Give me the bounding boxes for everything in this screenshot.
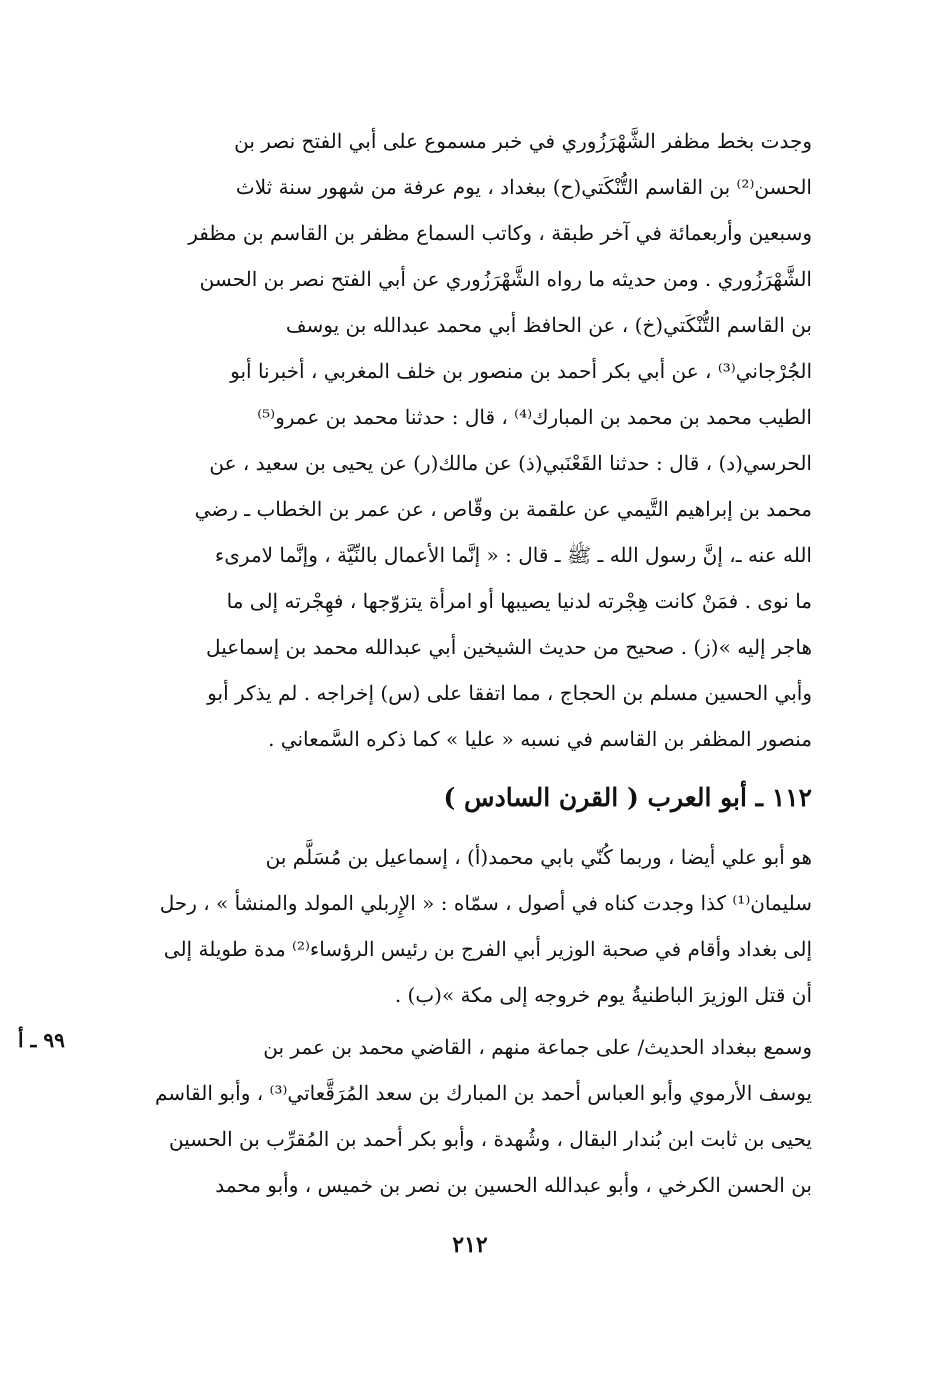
- text-line: الجُرْجاني⁽³⁾ ، عن أبي بكر أحمد بن منصور بن خلف المغربي ، أخبرنا أبو: [230, 359, 812, 383]
- text-line: ما نوى . فمَنْ كانت هِجْرته لدنيا يصيبها أو امرأة يتزوّجها ، فهِجْرته إلى ما: [226, 589, 812, 613]
- text-line: بن القاسم التُّنْكَتي(خ) ، عن الحافظ أبي محمد عبدالله بن يوسف: [285, 313, 812, 337]
- text-line: وسمع ببغداد الحديث/ على جماعة منهم ، القاضي محمد بن عمر بن: [263, 1035, 812, 1059]
- text-line: هو أبو علي أيضا ، وربما كُنّي بابي محمد(أ) ، إسماعيل بن مُسَلَّم بن: [265, 845, 812, 869]
- page-number: ٢١٢: [452, 1232, 488, 1258]
- text-line: الحسن⁽²⁾ بن القاسم التُّنْكَتي(ح) ببغداد ، يوم عرفة من شهور سنة ثلاث: [235, 175, 812, 199]
- text-line: الشَّهْرَزُوري . ومن حديثه ما رواه الشَّهْرَزُوري عن أبي الفتح نصر بن الحسن: [199, 267, 812, 291]
- paragraph-entry-continuation: [120, 118, 812, 762]
- text-line: يوسف الأرموي وأبو العباس أحمد بن المبارك بن سعد المُرَقَّعاتي⁽³⁾ ، وأبو القاسم: [154, 1081, 812, 1105]
- text-line: الله عنه ـ، إنَّ رسول الله ـ ﷺ ـ قال : « إنَّما الأعمال بالنِّيَّة ، وإنَّما لامرىء: [214, 543, 812, 567]
- text-line: منصور المظفر بن القاسم في نسبه « عليا » كما ذكره السَّمعاني .: [268, 727, 812, 751]
- text-line: الطيب محمد بن محمد بن المبارك⁽⁴⁾ ، قال : حدثنا محمد بن عمرو⁽⁵⁾: [257, 405, 812, 429]
- text-line: وأبي الحسين مسلم بن الحجاج ، مما اتفقا على (س) إخراجه . لم يذكر أبو: [207, 681, 812, 705]
- manuscript-folio-note: ٩٩ ـ أ: [18, 1028, 65, 1052]
- text-line: وجدت بخط مظفر الشَّهْرَزُوري في خبر مسموع على أبي الفتح نصر بن: [234, 129, 812, 153]
- paragraph-entry-teachers: [120, 1024, 812, 1208]
- text-line: محمد بن إبراهيم التَّيمي عن علقمة بن وقّاص ، عن عمر بن الخطاب ـ رضي: [194, 497, 812, 521]
- text-line: إلى بغداد وأقام في صحبة الوزير أبي الفرج بن رئيس الرؤساء⁽²⁾ مدة طويلة إلى: [163, 937, 812, 961]
- entry-heading: ١١٢ ـ أبو العرب ( القرن السادس ): [443, 783, 812, 812]
- paragraph-entry-intro: [120, 834, 812, 1018]
- text-line: أن قتل الوزيرَ الباطنيةُ يوم خروجه إلى مكة »(ب) .: [394, 983, 812, 1007]
- text-line: بن الحسن الكرخي ، وأبو عبدالله الحسين بن نصر بن خميس ، وأبو محمد: [215, 1173, 812, 1197]
- text-line: سليمان⁽¹⁾ كذا وجدت كناه في أصول ، سمّاه : « الإِربلي المولد والمنشأ » ، رحل: [159, 891, 812, 915]
- text-line: يحيى بن ثابت ابن بُندار البقال ، وشُهدة ، وأبو بكر أحمد بن المُقرِّب بن الحسين: [169, 1127, 812, 1151]
- text-line: الحرسي(د) ، قال : حدثنا القَعْنَبي(ذ) عن مالك(ر) عن يحيى بن سعيد ، عن: [209, 451, 812, 475]
- text-line: وسبعين وأربعمائة في آخر طبقة ، وكاتب السماع مظفر بن القاسم بن مظفر: [188, 221, 812, 245]
- text-line: هاجر إليه »(ز) . صحيح من حديث الشيخين أبي عبدالله محمد بن إسماعيل: [206, 635, 812, 659]
